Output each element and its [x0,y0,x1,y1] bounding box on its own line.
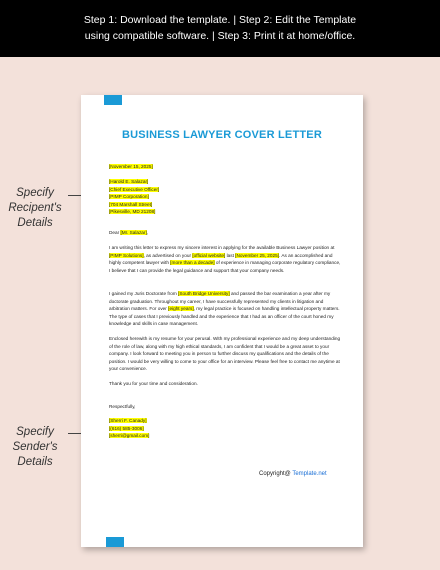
sender-block: [Sherri F. Canady] [(616) 585-3006] [sherri@gmail.com] [109,418,150,438]
salutation: Dear [Mr. Salazar], [109,230,149,235]
paragraph-3: Enclosed herewith is my resume for your perusal. With my professional experience and my deep understanding of the role of law, along with my high ethical standards, I am confident that I would be a great asset to your company. I look forward to meeting you in person to further discuss my qualifications and the details of the position. I would be very willing to come to your office for an interview. Please feel free to contact me anytime at your convenience. [109,336,341,371]
recipient-block: [Harold E. Salazar] [Chief Executive Officer] [PIMP Corporation] [704 Marshall Street] [Pikesville, MD 21208] [109,179,160,214]
top-accent-bar [104,95,122,105]
paragraph-4: Thank you for your time and consideration. [109,381,198,386]
bottom-accent-bar [106,537,124,547]
banner-line-1: Step 1: Download the template. | Step 2: Edit the Template [83,14,357,26]
banner-line-2: using compatible software. | Step 3: Print it at home/office. [84,30,356,42]
sender-details-label: Specify Sender's Details [12,426,58,468]
copyright-notice: Copyright@ Template.net [259,471,327,477]
letter-title: BUSINESS LAWYER COVER LETTER [122,129,322,141]
paragraph-2: I gained my Juris Doctorate from [South Bridge University] and passed the bar examination a year after my doctorate graduation. Throughout my career, I have successfully represented my clients in litigation and arbitration matters. For over [eight years], my legal practice is focused on handling intellectual property matters. The type of cases that I previously handled and the experience that I had as an officer of the court honed my knowledge and skills in case management. [109,291,340,326]
instruction-banner [0,0,440,57]
recipient-details-label: Specify Recipent's Details [8,187,62,229]
letter-date: [November 15, 2025] [109,164,153,169]
closing: Respectfully, [109,404,136,409]
paragraph-1: I am writing this letter to express my sincere interest in applying for the available Business Lawyer position at [PIMP Solutions], as advertised on your [official website] last [November 25, 2025]. As an accomplished and highly competent lawyer with [more than a decade] of experience in managing corporate regulatory compliance, I believe that I can provide the legal guidance and support that your company needs. [109,245,341,273]
letter-page [81,95,363,547]
template-net-link[interactable]: Template.net [292,471,327,477]
